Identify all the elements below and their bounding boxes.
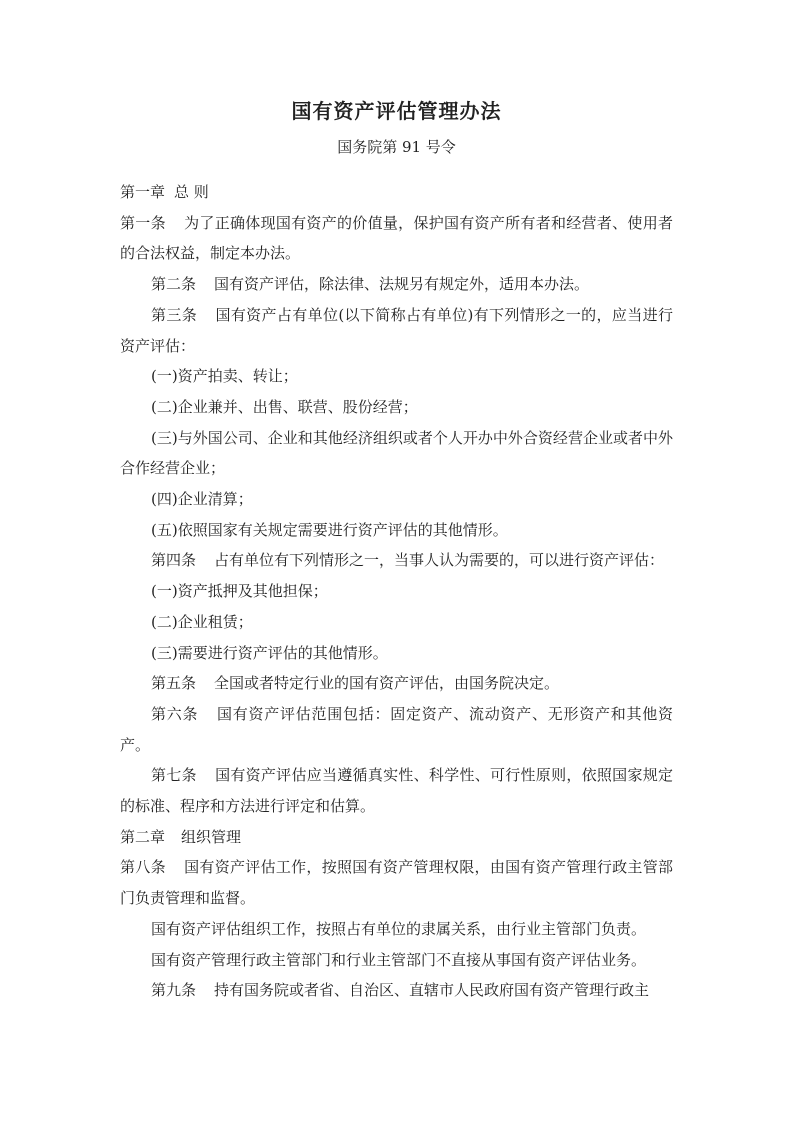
article-text: 持有国务院或者省、自治区、直辖市人民政府国有资产管理行政主	[214, 981, 650, 1000]
article-7	[120, 760, 673, 821]
list-item: (一)资产拍卖、转让；	[151, 367, 298, 386]
chapter-heading	[120, 177, 673, 208]
list-item: (一)资产抵押及其他担保；	[151, 582, 328, 601]
article-text: 国有资产占有单位(以下简称占有单位)有下列情形之一的，应当进行资产评估：	[120, 305, 673, 355]
article-4	[120, 545, 673, 576]
chapter-label: 第一章	[120, 183, 166, 201]
article-text: 国有资产评估工作，按照国有资产管理权限，由国有资产管理行政主管部门负责管理和监督。	[120, 858, 673, 908]
article-number: 第一条	[120, 213, 166, 232]
chapter-heading	[120, 822, 673, 853]
list-item: (四)企业清算；	[151, 490, 253, 509]
chapter-name: 组织管理	[181, 827, 242, 846]
article-8	[120, 852, 673, 913]
article-6	[120, 699, 673, 760]
list-item: (三)与外国公司、企业和其他经济组织或者个人开办中外合资经营企业或者中外合作经营企业；	[120, 428, 673, 478]
article-text: 国有资产评估，除法律、法规另有规定外，适用本办法。	[214, 275, 590, 294]
article-number: 第二条	[151, 275, 197, 294]
chapter-label: 第二章	[120, 827, 166, 846]
article-text: 为了正确体现国有资产的价值量，保护国有资产所有者和经营者、使用者的合法权益，制定本办法。	[120, 213, 673, 263]
article-number: 第四条	[151, 551, 197, 570]
list-item: (二)企业兼并、出售、联营、股份经营；	[151, 397, 418, 416]
paragraph: 国有资产管理行政主管部门和行业主管部门不直接从事国有资产评估业务。	[151, 950, 647, 969]
article-text: 国有资产评估范围包括：固定资产、流动资产、无形资产和其他资产。	[120, 704, 673, 754]
document-subtitle: 国务院第 91 号令	[337, 138, 456, 156]
article-number: 第九条	[151, 981, 197, 1000]
article-text: 国有资产评估应当遵循真实性、科学性、可行性原则，依照国家规定的标准、程序和方法进行评定和估算。	[120, 766, 673, 816]
list-item: (二)企业租赁；	[151, 612, 253, 631]
document-body	[120, 177, 673, 1006]
article-5	[120, 668, 673, 699]
article-1	[120, 208, 673, 269]
article-number: 第三条	[151, 305, 198, 324]
article-number: 第六条	[151, 704, 199, 723]
list-item: (五)依照国家有关规定需要进行资产评估的其他情形。	[151, 520, 508, 539]
list-item: (三)需要进行资产评估的其他情形。	[151, 643, 388, 662]
article-2	[120, 269, 673, 300]
article-number: 第七条	[151, 766, 197, 785]
article-text: 全国或者特定行业的国有资产评估，由国务院决定。	[214, 674, 560, 693]
article-number: 第八条	[120, 858, 166, 877]
article-3	[120, 300, 673, 361]
article-text: 占有单位有下列情形之一，当事人认为需要的，可以进行资产评估：	[214, 551, 665, 570]
document-title: 国有资产评估管理办法	[291, 99, 502, 123]
chapter-name: 总 则	[174, 183, 209, 201]
paragraph: 国有资产评估组织工作，按照占有单位的隶属关系，由行业主管部门负责。	[151, 919, 647, 938]
article-number: 第五条	[151, 674, 197, 693]
article-9	[120, 975, 673, 1006]
